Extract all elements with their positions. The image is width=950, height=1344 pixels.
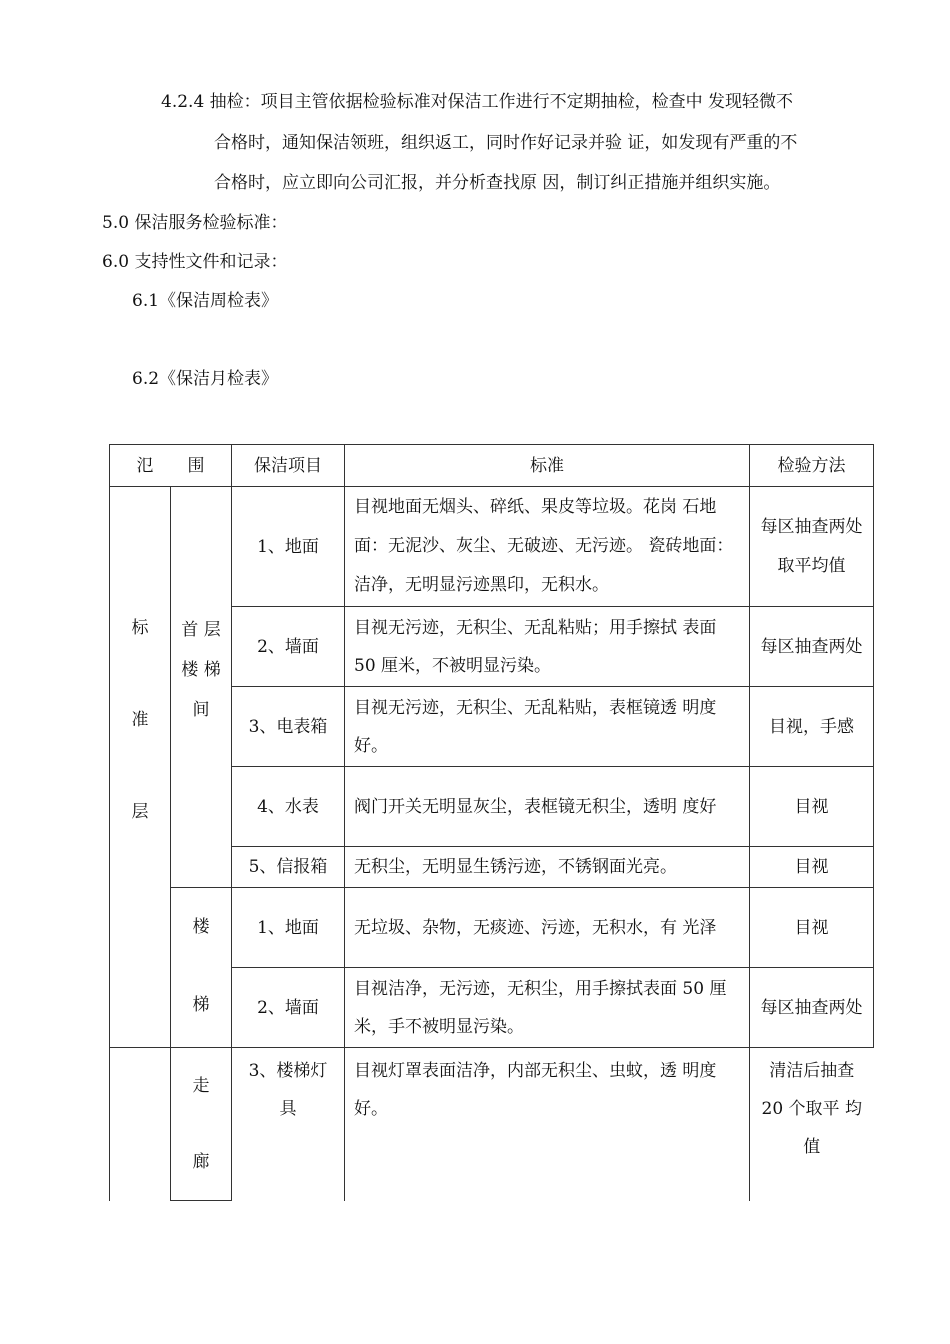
item-cell: 1、地面 [232, 487, 345, 607]
range-char: 标 [131, 618, 149, 638]
header-range: 氾 围 [110, 445, 232, 487]
standard-cell: 目视灯罩表面洁净，内部无积尘、虫蚊，透 明度好。 [345, 1048, 750, 1201]
standard-cell: 目视洁净，无污迹，无积尘，用手擦拭表面 50 厘米，手不被明显污染。 [345, 968, 750, 1048]
sub-label: 梯 [192, 995, 210, 1015]
sub-label: 楼 [192, 917, 210, 937]
header-item: 保洁项目 [232, 445, 345, 487]
sub-label: 廊 [192, 1152, 210, 1172]
method-cell: 目视，手感 [750, 687, 874, 767]
item-cell: 1、地面 [232, 888, 345, 968]
item-cell: 3、电表箱 [232, 687, 345, 767]
range-char: 准 [131, 710, 149, 730]
item-cell: 2、墙面 [232, 607, 345, 687]
sub-label: 间 [192, 700, 210, 720]
method-cell: 目视 [750, 847, 874, 888]
sub-stairs [171, 888, 232, 1048]
standard-cell: 阀门开关无明显灰尘，表框镜无积尘，透明 度好 [345, 767, 750, 847]
range-empty-cell [110, 1048, 171, 1201]
method-cell: 每区抽查两处 [750, 607, 874, 687]
standard-cell: 目视无污迹，无积尘、无乱粘贴，表框镜透 明度好。 [345, 687, 750, 767]
sub-label: 首 层 [181, 620, 221, 640]
section-6-heading: 6.0 支持性文件和记录： [102, 252, 288, 272]
sub-label: 走 [192, 1076, 210, 1096]
inspection-standard-table [109, 444, 874, 1201]
method-cell: 清洁后抽查 20 个取平 均值 [750, 1048, 874, 1201]
standard-cell: 无垃圾、杂物，无痰迹、污迹，无积水，有 光泽 [345, 888, 750, 968]
para-424-line1: 4.2.4 抽检：项目主管依据检验标准对保洁工作进行不定期抽检，检查中 发现轻微不 [161, 92, 794, 112]
table-row [110, 888, 874, 968]
table-row [110, 1048, 874, 1201]
sub-first-floor-stairwell [171, 487, 232, 888]
header-method: 检验方法 [750, 445, 874, 487]
section-5-heading: 5.0 保洁服务检验标准： [102, 213, 288, 233]
header-standard: 标准 [345, 445, 750, 487]
standard-cell: 目视无污迹，无积尘、无乱粘贴；用手擦拭 表面 50 厘米，不被明显污染。 [345, 607, 750, 687]
sub-label: 楼 梯 [181, 660, 221, 680]
item-cell: 4、水表 [232, 767, 345, 847]
item-cell: 5、信报箱 [232, 847, 345, 888]
method-cell: 每区抽查两处取平均值 [750, 487, 874, 607]
range-standard-level [110, 487, 171, 1048]
standard-cell: 无积尘，无明显生锈污迹，不锈钢面光亮。 [345, 847, 750, 888]
range-char: 层 [131, 802, 149, 822]
method-cell: 每区抽查两处 [750, 968, 874, 1048]
method-cell: 目视 [750, 888, 874, 968]
item-cell: 3、楼梯灯具 [232, 1048, 345, 1201]
para-424-line3: 合格时，应立即向公司汇报，并分析查找原 因，制订纠正措施并组织实施。 [214, 173, 781, 193]
table-header-row [110, 445, 874, 487]
table-row [110, 487, 874, 607]
doc-6-2: 6.2《保洁月检表》 [132, 369, 279, 389]
standard-cell: 目视地面无烟头、碎纸、果皮等垃圾。花岗 石地面：无泥沙、灰尘、无破迹、无污迹。 瓷砖地面：洁净，无明显污迹黑印，无积水。 [345, 487, 750, 607]
method-cell: 目视 [750, 767, 874, 847]
para-424-line2: 合格时，通知保洁领班，组织返工，同时作好记录并验 证，如发现有严重的不 [214, 133, 798, 153]
sub-corridor [171, 1048, 232, 1201]
doc-6-1: 6.1《保洁周检表》 [132, 291, 279, 311]
item-cell: 2、墙面 [232, 968, 345, 1048]
